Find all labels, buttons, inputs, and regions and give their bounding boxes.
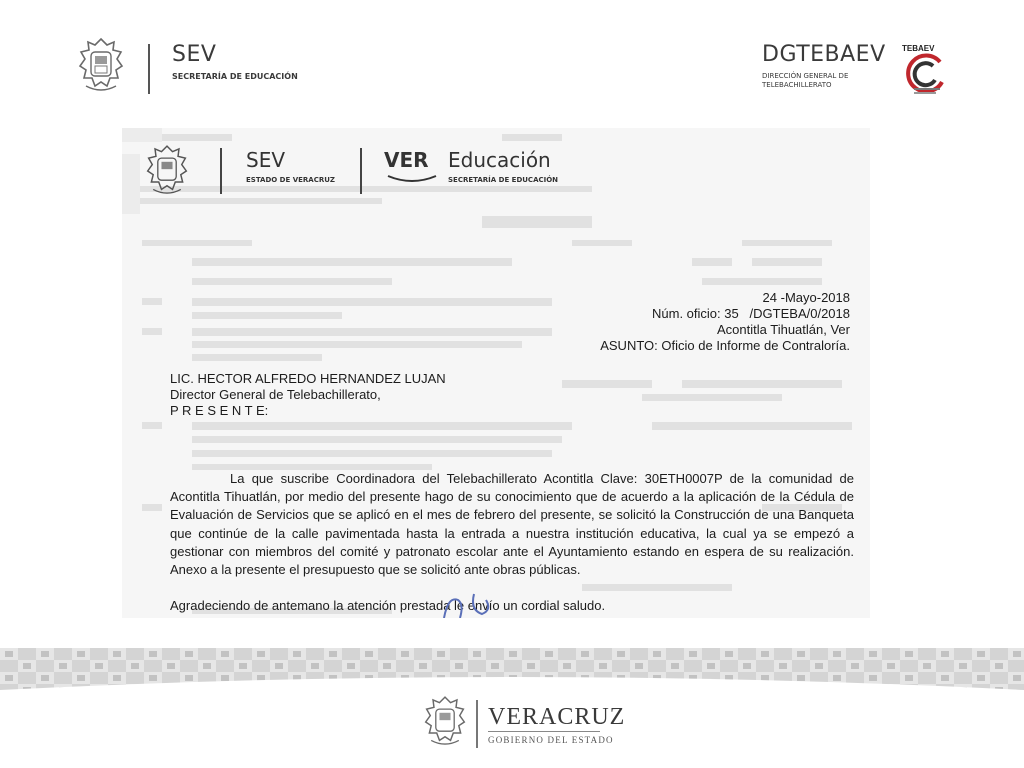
asunto-value: Oficio de Informe de Contraloría.	[661, 338, 850, 353]
letter-place: Acontitla Tihuatlán, Ver	[717, 322, 850, 337]
scanned-letter	[122, 128, 870, 618]
num-oficio-value: 35 /DGTEBA/0/2018	[724, 306, 850, 321]
footer-subtitle: GOBIERNO DEL ESTADO	[488, 735, 614, 745]
letter-num-oficio	[652, 306, 850, 321]
footer-crest-icon	[422, 694, 468, 750]
dgtebaev-subtitle-line2: TELEBACHILLERATO	[762, 81, 832, 89]
letter-body-text: La que suscribe Coordinadora del Telebachillerato Acontitla Clave: 30ETH0007P de la comunidad de Acontitla Tihuatlán, por medio del presente hago de su conocimiento que de acuerdo a la aplicación de la Cédula de Evaluación de Servicios que se aplicó en el mes de febrero del presente, se solicitó la Construcción de una Banqueta que continúe de la calle pavimentada hasta la entrada a nuestra institución educativa, la cual ya se empezó a gestionar con miembros del comité y patronato escolar ante el Ayuntamiento estando en espera de su realización. Anexo a la presente el presupuesto que se solicitó ante obras públicas.	[170, 471, 854, 578]
letterhead-ver: VER	[384, 148, 429, 172]
letterhead-educacion: Educación	[448, 148, 551, 172]
tebaev-logo	[898, 44, 952, 100]
letter-asunto	[600, 338, 850, 353]
footer-title-rule	[488, 731, 600, 732]
letter-date: 24 -Mayo-2018	[762, 290, 850, 305]
letter-body	[170, 470, 854, 579]
letterhead-crest-icon	[144, 142, 190, 200]
letterhead-sev: SEV	[246, 148, 286, 172]
letterhead-divider-2	[360, 148, 362, 194]
recipient-title: Director General de Telebachillerato,	[170, 387, 381, 402]
dgtebaev-title: DGTEBAEV	[762, 42, 886, 67]
num-oficio-label: Núm. oficio:	[652, 306, 721, 321]
footer-title: VERACRUZ	[488, 704, 626, 730]
presente: P R E S E N T E:	[170, 403, 269, 418]
letter-closing: Agradeciendo de antemano la atención prestada le envío un cordial saludo.	[170, 598, 606, 613]
signature-mark	[434, 590, 524, 618]
sev-title: SEV	[172, 42, 217, 67]
tebaev-logo-icon	[900, 52, 948, 98]
letterhead-sev-sub: ESTADO DE VERACRUZ	[246, 176, 335, 184]
ver-smile-icon	[386, 174, 438, 184]
header-divider	[148, 44, 150, 94]
veracruz-crest-icon	[76, 36, 126, 96]
letterhead-educacion-sub: SECRETARÍA DE EDUCACIÓN	[448, 176, 559, 184]
asunto-label: ASUNTO:	[600, 338, 658, 353]
tebaev-label: TEBAEV	[902, 44, 935, 53]
dgtebaev-subtitle-line1: DIRECCIÓN GENERAL DE	[762, 72, 849, 80]
sev-subtitle: SECRETARÍA DE EDUCACIÓN	[172, 72, 298, 81]
letterhead-divider-1	[220, 148, 222, 194]
footer-divider	[476, 700, 478, 748]
recipient-name: LIC. HECTOR ALFREDO HERNANDEZ LUJAN	[170, 371, 446, 386]
